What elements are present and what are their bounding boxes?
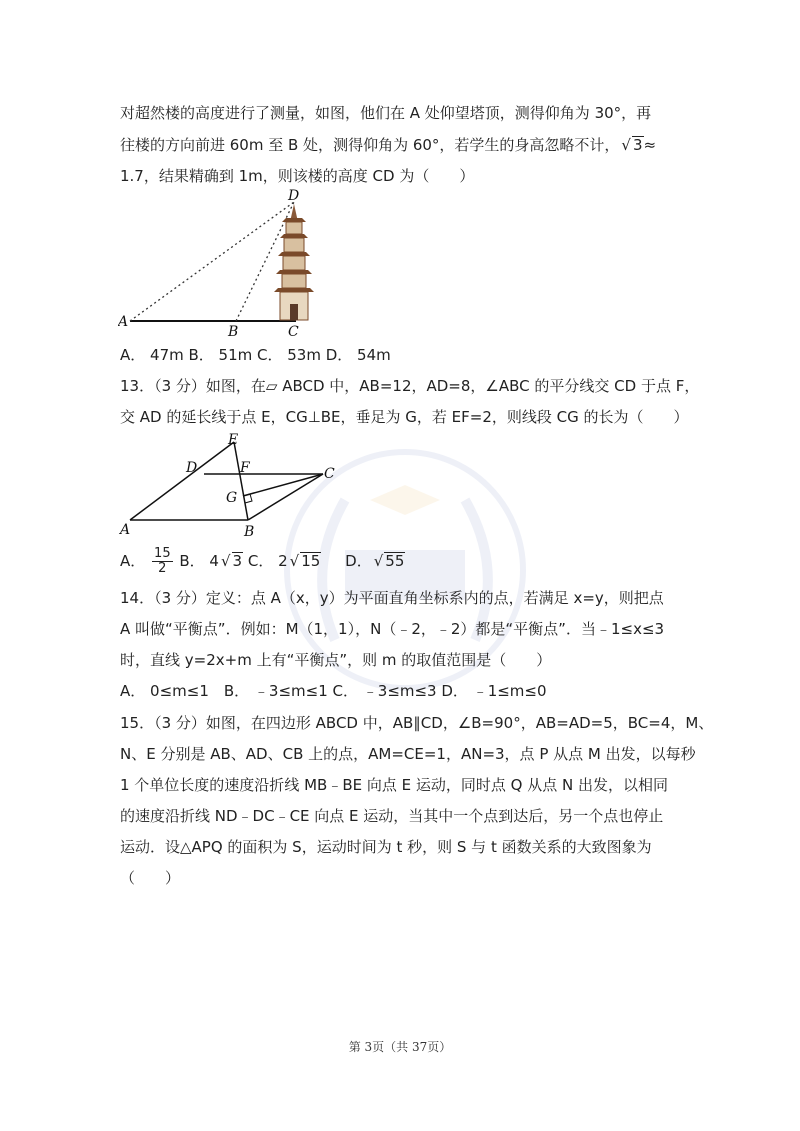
q15-text-line-3: 1 个单位长度的速度沿折线 MB﹣BE 向点 E 运动，同时点 Q 从点 N 出发，以相同 [120,776,668,794]
q12-text-line-3: 1.7，结果精确到 1m，则该楼的高度 CD 为（ ） [120,167,475,185]
q15-text-line-4: 的速度沿折线 ND﹣DC﹣CE 向点 E 运动，当其中一个点到达后，另一个点也停止 [120,807,664,825]
q14-options: A． 0≤m≤1 B． ﹣3≤m≤1 C． ﹣3≤m≤3 D． ﹣1≤m≤0 [120,682,547,700]
q13-option-c-radicand: 15 [301,552,321,570]
q13-label-e: E [228,432,239,448]
q13-parallelogram-figure [118,430,348,540]
q14-text-line-3: 时，直线 y=2x+m 上有“平衡点”，则 m 的取值范围是（ ） [120,651,552,669]
q12-text-line-2-main: 往楼的方向前进 60m 至 B 处，测得仰角为 60°，若学生的身高忽略不计， [120,136,620,154]
q12-options: A． 47m B． 51m C． 53m D． 54m [120,346,391,364]
q13-option-b-label: B． 4 [179,552,219,570]
q13-option-d-label: D． [345,552,372,570]
q13-label-f: F [240,460,250,476]
q15-text-line-1: 15．（3 分）如图，在四边形 ABCD 中，AB∥CD，∠B=90°，AB=AD=5，BC=4，M、 [120,714,714,732]
sqrt-three: 3 [632,136,643,154]
page-footer: 第 3页（共 37页） [348,1040,452,1054]
q14-text-line-1: 14．（3 分）定义：点 A（x，y）为平面直角坐标系内的点，若满足 x=y，则把点 [120,589,664,607]
q12-text-line-1: 对超然楼的高度进行了测量，如图，他们在 A 处仰望塔顶，测得仰角为 30°，再 [120,104,652,122]
q13-options: A． $\frac{15}{2}$ B． 4 √ 3 C． 2 √ 15 D． √ 55 [120,546,405,576]
q13-option-b-radicand: 3 [232,552,243,570]
q12-label-b: B [228,324,239,338]
approx-sign: ≈ [643,136,657,154]
q12-tower-figure [118,188,338,338]
q13-text-line-2: 交 AD 的延长线于点 E，CG⊥BE，垂足为 G，若 EF=2，则线段 CG 的长为（ ） [120,408,689,426]
q15-text-line-5: 运动．设△APQ 的面积为 S，运动时间为 t 秒，则 S 与 t 函数关系的大致图象为 [120,838,652,856]
q15-text-line-6: （ ） [120,869,181,887]
q12-text-line-2: 往楼的方向前进 60m 至 B 处，测得仰角为 60°，若学生的身高忽略不计， √ 3≈ [120,136,657,154]
q13-label-d: D [186,460,198,476]
fraction-numerator: 15 [154,546,171,561]
fraction-denominator: 2 [158,561,167,576]
q13-text-line-1: 13．（3 分）如图，在▱ ABCD 中，AB=12，AD=8，∠ABC 的平分线交 CD 于点 F， [120,377,700,395]
q13-label-c: C [324,466,335,482]
q13-option-d-radicand: 55 [385,552,405,570]
q12-label-d: D [288,188,300,204]
q13-label-g: G [226,490,238,506]
q14-text-line-2: A 叫做“平衡点”．例如：M（1，1），N（﹣2，﹣2）都是“平衡点”．当﹣1≤x≤3 [120,620,665,638]
pagoda-tower-icon [274,204,314,320]
q13-label-b: B [244,524,255,540]
q13-option-a-label: A． [120,552,146,570]
q15-text-line-2: N、E 分别是 AB、AD、CB 上的点，AM=CE=1，AN=3，点 P 从点 M 出发，以每秒 [120,745,696,763]
q13-option-a-fraction [152,547,173,576]
q13-option-c-label: C． 2 [247,552,288,570]
q12-label-c: C [288,324,299,338]
q13-label-a: A [120,522,131,538]
q12-label-a: A [118,314,129,330]
